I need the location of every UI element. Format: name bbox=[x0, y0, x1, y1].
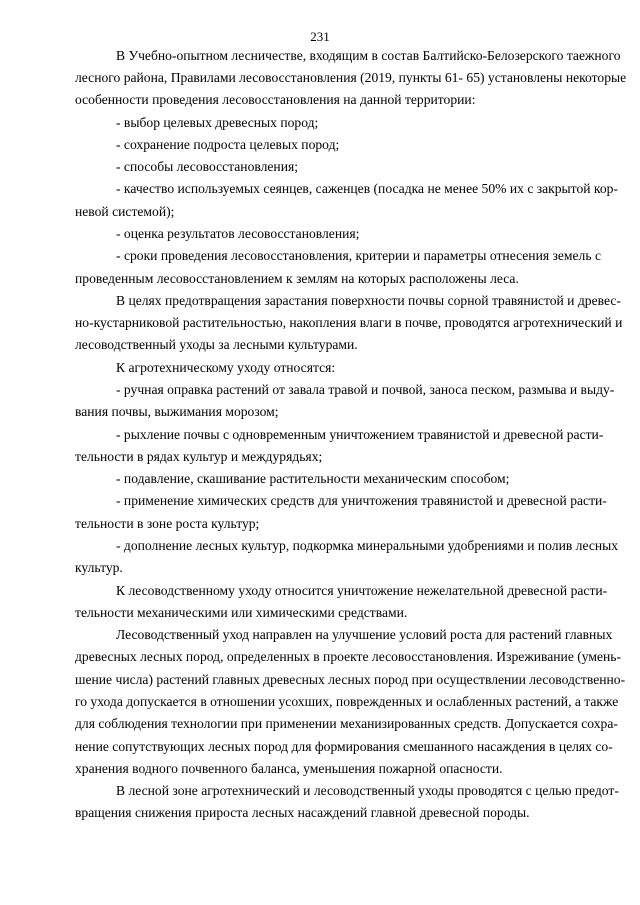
text-line: - ручная оправка растений от завала травой и почвой, заноса песком, размыва и выду- bbox=[116, 382, 615, 397]
text-line: В лесной зоне агротехнический и лесоводственный уходы проводятся с целью предот- bbox=[116, 783, 619, 798]
text-line: тельности в зоне роста культур; bbox=[75, 516, 260, 531]
text-line: древесных лесных пород, определенных в проекте лесовосстановления. Изреживание (умень- bbox=[75, 649, 622, 664]
text-line: - оценка результатов лесовосстановления; bbox=[116, 226, 360, 241]
text-line: вращения снижения прироста лесных насаждений главной древесной породы. bbox=[75, 805, 530, 820]
text-line: нение сопутствующих лесных пород для формирования смешанного насаждения в целях со- bbox=[75, 739, 613, 754]
text-line: лесоводственный уходы за лесными культурами. bbox=[75, 337, 358, 352]
text-line: невой системой); bbox=[75, 204, 175, 219]
text-line: - сохранение подроста целевых пород; bbox=[116, 137, 340, 152]
text-line: вания почвы, выжимания морозом; bbox=[75, 404, 279, 419]
text-line: - подавление, скашивание растительности механическим способом; bbox=[116, 471, 510, 486]
text-line: проведенным лесовосстановлением к землям на которых расположены леса. bbox=[75, 271, 519, 286]
text-line: но-кустарниковой растительностью, накопления влаги в почве, проводятся агротехнический и bbox=[75, 315, 623, 330]
text-line: - дополнение лесных культур, подкормка минеральными удобрениями и полив лесных bbox=[116, 538, 619, 553]
text-line: - способы лесовосстановления; bbox=[116, 159, 299, 174]
text-line: культур. bbox=[75, 560, 123, 575]
text-line: го ухода допускается в отношении усохших, поврежденных и ослабленных растений, а также bbox=[75, 694, 619, 709]
text-line: лесного района, Правилами лесовосстановления (2019, пункты 61- 65) установлены некоторые bbox=[75, 70, 627, 85]
text-line: тельности в рядах культур и междурядьях; bbox=[75, 449, 323, 464]
text-line: хранения водного почвенного баланса, уменьшения пожарной опасности. bbox=[75, 761, 503, 776]
text-line: В целях предотвращения зарастания поверхности почвы сорной травянистой и древес- bbox=[116, 293, 621, 308]
text-line: К лесоводственному уходу относится уничтожение нежелательной древесной расти- bbox=[116, 583, 608, 598]
text-line: - выбор целевых древесных пород; bbox=[116, 115, 319, 130]
text-line: В Учебно-опытном лесничестве, входящим в состав Балтийско-Белозерского таежного bbox=[116, 48, 621, 63]
page-number: 231 bbox=[310, 29, 330, 44]
text-line: тельности механическими или химическими средствами. bbox=[75, 605, 408, 620]
text-line: - качество используемых сеянцев, саженцев (посадка не менее 50% их с закрытой кор- bbox=[116, 181, 618, 196]
text-line: - рыхление почвы с одновременным уничтожением травянистой и древесной расти- bbox=[116, 427, 604, 442]
text-line: для соблюдения технологии при применении механизированных средств. Допускается сохра- bbox=[75, 716, 618, 731]
text-line: - сроки проведения лесовосстановления, критерии и параметры отнесения земель с bbox=[116, 248, 601, 263]
text-line: Лесоводственный уход направлен на улучшение условий роста для растений главных bbox=[116, 627, 613, 642]
text-line: - применение химических средств для уничтожения травянистой и древесной расти- bbox=[116, 493, 607, 508]
text-line: К агротехническому уходу относятся: bbox=[116, 360, 336, 375]
text-line: особенности проведения лесовосстановления на данной территории: bbox=[75, 92, 476, 107]
text-line: шение числа) растений главных древесных лесных пород при осуществлении лесоводственно- bbox=[75, 672, 626, 687]
